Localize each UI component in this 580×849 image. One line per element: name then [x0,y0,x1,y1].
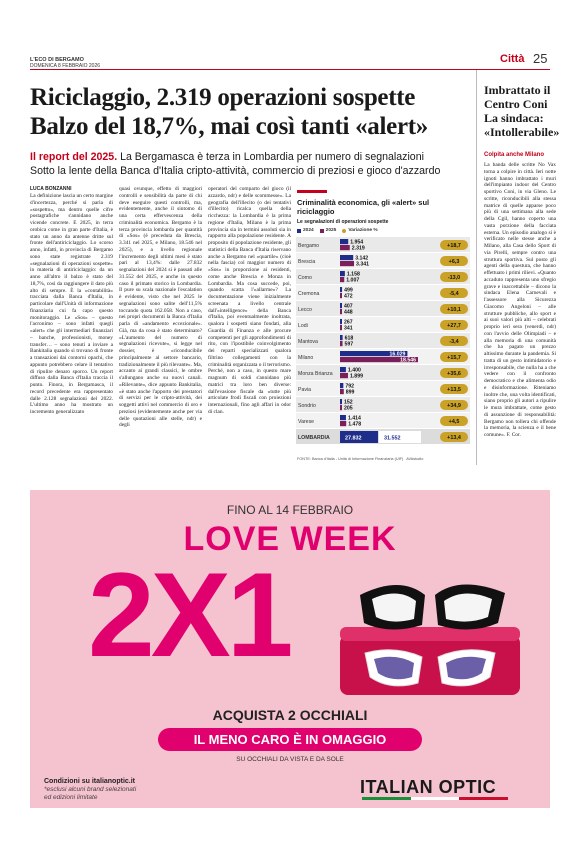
ad-cond-title: Condizioni su italianoptic.it [44,778,135,785]
bar-2024 [340,239,348,244]
variation-label: +13,5 [447,387,461,393]
value-label-2025: 448 [344,309,353,316]
legend-var [342,228,377,233]
ad-until: FINO AL 14 FEBBRAIO [226,503,354,517]
bar-2025 [340,309,342,314]
bar-2025 [340,373,348,378]
bar-2025 [340,341,343,346]
bar-2024 [340,383,343,388]
headline-line-2: Balzo del 18,7%, mai così tanti «alert» [30,113,428,140]
value-label-2025: 1.007 [346,277,360,284]
value-label-2024: 267 [344,319,353,326]
category-label: LOMBARDIA [298,435,330,441]
value-label-2024: 152 [344,399,353,406]
chart-legend [297,228,378,233]
credit-text: AVAstudio [406,457,424,461]
bar-2025 [340,421,346,426]
ad-offer: 2X1 [88,548,290,682]
category-label: Varese [298,419,315,425]
headline-line-1: Riciclaggio, 2.319 operazioni sospette [30,84,416,111]
paper-name: L'ECO DI BERGAMO [30,57,84,63]
legend-2024 [297,228,314,233]
issue-date: DOMENICA 8 FEBBRAIO 2026 [30,63,101,69]
variation-label: +4,5 [448,419,460,425]
category-label: Monza Brianza [298,371,333,377]
sidebar-kicker: Colpita anche Milano [484,152,545,158]
category-label: Milano [298,355,314,361]
value-label-2025: 3.341 [356,261,370,268]
section-label: Città [500,53,525,65]
value-label-2024: 792 [345,383,354,390]
bar-2024 [340,287,342,292]
category-label: Mantova [298,339,318,345]
value-label-2025: 1.478 [348,421,362,428]
value-label-2025: 205 [344,405,353,412]
bar-2025 [340,277,344,282]
advertisement[interactable] [30,490,550,808]
value-label-2025: 341 [344,325,353,332]
legend-2025 [320,228,337,233]
bar-2025 [340,405,342,410]
category-label: Sondrio [298,403,316,409]
value-label-2025: 31.552 [384,435,401,442]
brand-logo: ITALIAN OPTIC [360,777,497,797]
article-column-1: La definizione lascia un certo margine d'incertezza, perché si parla di «sospetto», ma dentro quelle cifre postagrafiche s'annidano anche vicende concrete. E 2025, in terra orobica come in gran parte d'Italia, è stato un anno da antenne dritte sul fronte dell'antiriciclaggio. Lo scorso anno, infatti, in provincia di Bergamo sono state registrate 2.319 «segnalazioni di operazioni sospette» in materia di antiriciclaggio: da un anno all'altro il balzo è stato del 18,7%, così da raggiungere il dato più alto di sempre. È la «contabilità» tracciata dalla Banca d'Italia, in particolare dall'Unità di informazione finanziaria cui fa capo questo monitoraggio. Le «Sos» – questo l'acronimo – sono infatti quegli «alert» che gli intermediari finanziari – banche, professionisti, money transfer… – sono tenuti a inviare a Bankitalia quando si trovano di fronte a transazioni dai contorni opachi, che appunto potrebbero celare il tentativo di ripulire denaro sporco. Un report diffuso dalla Banca d'Italia traccia il punto. Finora, in Bergamasca, il record precedente era rappresentato dalle 2.128 segnalazioni del 2022. L'ultimo anno ha mostrato un incremento generalizzato [30,193,113,415]
source-text: FONTE: Banca d'Italia - Unità di Informazione Finanziaria (UIF) [297,457,404,461]
subhead-line-1: La Bergamasca è terza in Lombardia per numero di segnalazioni [117,151,424,163]
variation-label: +6,3 [448,259,460,265]
glasses-icon [330,565,530,705]
bar-2025 [340,245,350,250]
header-rule [30,69,550,70]
value-label-2025: 18.546 [400,357,416,364]
category-label: Lecco [298,307,312,313]
sidebar-rule [476,70,477,465]
variation-label: -3,4 [449,339,459,345]
legend-2025-label: 2025 [325,228,337,233]
infographic [296,186,470,469]
value-label-2025: 899 [345,389,355,396]
value-label-2025: 1.899 [349,373,363,380]
ad-conditions [44,778,136,802]
bar-2024 [340,399,342,404]
value-label-2024: 499 [344,287,353,294]
value-label-2024: 407 [344,303,353,310]
bar-2025 [340,293,342,298]
value-label-2025: 2.319 [351,245,365,252]
ad-title: LOVE WEEK [183,520,397,558]
legend-2024-label: 2024 [303,228,314,233]
ad-offer-bar: IL MENO CARO È IN OMAGGIO [158,728,422,751]
category-label: Cremona [298,291,320,297]
byline: LUCA BONZANNI [30,186,72,192]
ad-sub: SU OCCHIALI DA VISTA E DA SOLE [236,756,344,763]
headline [30,83,470,141]
variation-label: +35,6 [447,371,461,377]
value-label-2024: 1.158 [346,271,360,278]
infographic-tag [297,190,327,193]
infographic-source [297,457,469,461]
bar-2024 [340,335,343,340]
italian-flag-stripe [362,797,508,800]
bar-chart [296,236,470,456]
value-label-2024: 27.832 [345,435,362,442]
value-label-2025: 597 [344,341,354,348]
infographic-title: Criminalità economica, gli «alert» sul riciclaggio [297,198,430,216]
value-label-2024: 1.414 [347,415,361,422]
subhead-lead: Il report del 2025. [30,151,118,163]
subhead-line-2: Sotto la lente della Banca d'Italia cripto-attività, commercio di preziosi e gioco d'azzardo [30,165,441,177]
article-column-3: operatori del comparto del gioco (il azzardo, ndr) e delle scommesse». La geografia dell'illecito (o dei tentativi d'illecito) ricalca quella della ricchezza: la Lombardia è la prima regione d'Italia, Milano è la prima provincia sia in termini assoluti sia in rapporto alla popolazione residente. A proposito di popolazione residente, gli statistici della Banca d'Italia riservano anche a Bergamo nel «quartile» (cioè nella fascia) col maggior numero di «Sos» in proporzione ai residenti, come anche Brescia e Monza in Lombardia. Ma cosa succede, poi, quando scatta l'«allarme»? La documentazione viene inizialmente screenata a livello centrale dall'«intelligence» della Banca d'Italia, poi eventualmente inoltrata, qualora i sospetti siano fondati, alla Guardia di Finanza e alle procure competenti per gli approfondimenti di rito, con l'ipostibile coinvolgimento dei reparti specializzati qualora filtrino collegamenti con la criminalità organizzata o il terrorismo. Perché, non a caso, in questo mare magnum di soldi s'annidano più matrici tra loro ben diverse: dall'evasione fiscale da «tutte più articolate frodi fiscali con proiezioni internazionali, fino agli affari in odor di clan. [208,186,291,415]
sidebar-text: La banda delle scritte No Vax torna a colpire in città. Ieri notte ignoti hanno imbrattato i muri dell'impianto indoor del Centro sportivo Coni, in via Gleno. Le scritte, riconducibili alla stessa matrice di quelle apparse poco più di una settimana alla sede della Cgil, hanno coperto una vasta porzione della facciata esterna. Un episodio analogo si è verificato nelle stesse anche a Milano, alla Casa dello Sport di via Pirelli, sempre contro una struttura sportiva. Sul posto gli agenti della questura, che hanno effettuato i primi rilievi. «Quanto accaduto rappresenta uno sfregio grave e inaccettabile – dicono la sindaca Elena Carnevali e l'assessore alla Sicurezza Giacomo Angeloni – alle strutture pubbliche, allo sport e ai suoi valori più alti – celebrati proprio ieri sera (venerdì, ndr) con l'avvio delle Olimpiadi – e alla memoria di una comunità che ha pagato un prezzo altissimo durante la pandemia. Si tratta di un gesto intimidatorio e irresponsabile, che nulla ha a che vedere con il confronto democratico e che alimenta odio e disinformazione. Riteniamo inoltre che, una volta identificati, siano proprio gli autori a ripulire le mura imbrattate, come gesto di assunzione di responsabilità: Bergamo non tollera chi offende la memoria, la scienza e il bene comune». F. Cor. [484,162,556,438]
ad-cond-2: ed edizioni limitate [44,794,98,801]
variation-label: +27,7 [447,323,461,329]
value-label-2024: 3.142 [355,255,369,262]
page-number: 25 [533,51,548,66]
variation-label: -13,0 [447,275,461,281]
category-label: Pavia [298,387,311,393]
bar-2024 [340,303,342,308]
variation-label: +18,7 [447,243,461,249]
ad-cond-1: *esclusi alcuni brand selezionati [44,786,137,793]
value-label-2024: 618 [344,335,354,342]
subheadline [30,150,470,178]
variation-label: +10,1 [447,307,461,313]
article-column-2: quasi ovunque, effetto di maggiori controlli e sensibilità da parte di chi deve eseguire questi controlli, ma, evidentemente, anche il sintomo di una certa effervescenza della criminalità economica. Bergamo è la terza provincia lombarda per quantità di «Sos» (è preceduta da Brescia, 3.341 nel 2025, e Milano, 18.546 nel 2025), e a livello regionale l'incremento degli ultimi mesi è stato pari al 13,4%: dalle 27.832 segnalazioni del 2024 si è passati alle 31.552 del 2025, e anche in questo caso il primato storico in Lombardia. Il pure su scala nazionale l'escalation è evidente, visto che nel 2025 le segnalazioni sono salite dell'11,5% toccando quota 162.058. Non a caso, nei propri documenti la Banca d'Italia parla di «andamento eccezionale». Già, ma da cosa è stato determinato? «L'aumento del numero di segnalazioni ricevute», si legge nel dossier, è «riconducibile principalmente al settore bancario, tradizionalmente il più rilevante». Ma, accanto ai grandi classici, le ombre s'allungano anche su nuovi canali. «Rilevante», dice appunto Bankitalia, «è stato anche l'apporto dei prestatori di servizi per le cripto-attività, dei soggetti attivi nel commercio di oro e preziosi (evidentemente anche per via delle quotazioni alle stelle, ndr) e degli [119,186,202,429]
masthead [30,57,100,69]
bar-2024 [340,415,346,420]
category-label: Brescia [298,259,316,265]
bar-2025 [340,325,342,330]
category-label: Lodi [298,323,308,329]
category-label: Bergamo [298,243,320,249]
bar-2024 [340,271,345,276]
category-label: Como [298,275,312,281]
infographic-subtitle: Le segnalazioni di operazioni sospette [297,219,389,225]
value-label-2024: 1.400 [347,367,361,374]
value-label-2024: 1.954 [350,239,364,246]
bar-2025 [340,389,344,394]
bar-2024 [340,319,342,324]
variation-label: +34,9 [447,403,461,409]
variation-label: +13,4 [447,435,461,441]
value-label-2024: 16.029 [389,351,406,358]
variation-label: +15,7 [447,355,461,361]
sidebar-title: Imbrattato il Centro Coni La sindaca: «Intollerabile» [484,83,560,139]
bar-2025 [340,261,354,266]
bar-2024 [340,367,346,372]
bar-2024 [340,255,353,260]
value-label-2025: 472 [344,293,353,300]
legend-var-label: Variazione % [348,228,378,233]
variation-label: -5,4 [449,291,459,297]
ad-cta: ACQUISTA 2 OCCHIALI [212,707,368,723]
